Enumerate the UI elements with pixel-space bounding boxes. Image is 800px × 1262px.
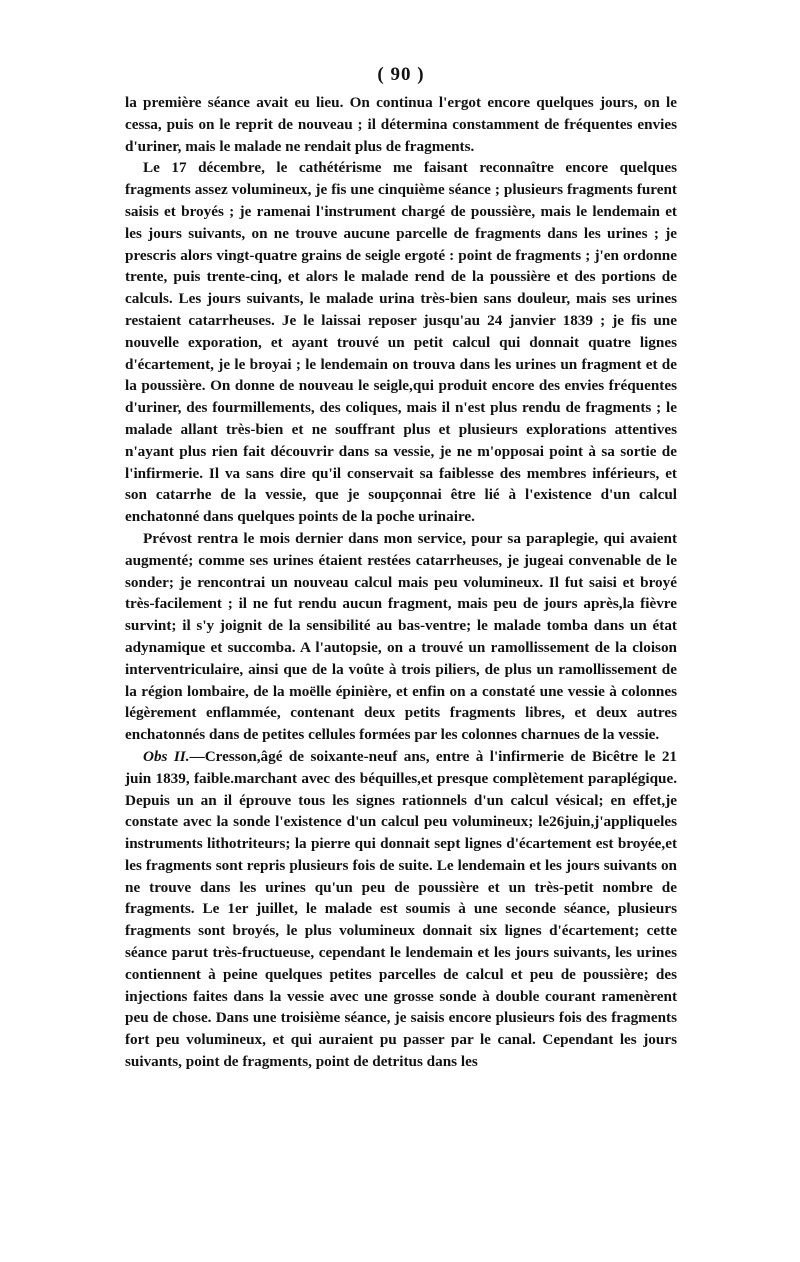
page-number: ( 90 ) bbox=[377, 64, 425, 85]
page-body bbox=[125, 92, 677, 1073]
paragraph-4 bbox=[125, 746, 677, 1073]
paragraph-2: Le 17 décembre, le cathétérisme me faisant reconnaître encore quelques fragments assez volumineux, je fis une cinquième séance ; plusieurs fragments furent saisis et broyés ; je ramenai l'instrument chargé de poussière, mais le lendemain et les jours suivants, on ne trouve aucune parcelle de fragments dans les urines ; je prescris alors vingt-quatre grains de seigle ergoté : point de fragments ; j'en ordonne trente, puis trente-cinq, et alors le malade rend de la poussière et des portions de calculs. Les jours suivants, le malade urina très-bien sans douleur, mais ses urines restaient catarrheuses. Je le laissai reposer jusqu'au 24 janvier 1839 ; je fis une nouvelle exporation, et ayant trouvé un petit calcul qui donnait quatre lignes d'écartement, je le broyai ; le lendemain on trouva dans les urines un fragment et de la poussière. On donne de nouveau le seigle,qui produit encore des envies fréquentes d'uriner, des fourmillements, des coliques, mais il n'est plus rendu de fragments ; le malade allant très-bien et ne souffrant plus et plusieurs explorations attentives n'ayant plus rien fait découvrir dans sa vessie, je ne m'opposai point à sa sortie de l'infirmerie. Il va sans dire qu'il conservait sa faiblesse des membres inférieurs, et son catarrhe de la vessie, que je soupçonnai être lié à l'existence d'un calcul enchatonné dans quelques points de la poche urinaire. bbox=[125, 159, 677, 526]
observation-label: Obs II. bbox=[143, 747, 190, 765]
paragraph-1: la première séance avait eu lieu. On continua l'ergot encore quelques jours, on le cessa, puis on le reprit de nouveau ; il détermina constamment de fréquentes envies d'uriner, mais le malade ne rendait plus de fragments. bbox=[125, 94, 677, 155]
book-page bbox=[125, 62, 677, 1122]
paragraph-3: Prévost rentra le mois dernier dans mon service, pour sa paraplegie, qui avaient augmenté; comme ses urines étaient restées catarrheuses, je jugeai convenable de le sonder; je rencontrai un nouveau calcul mais peu volumineux. Il fut saisi et broyé très-facilement ; il ne fut rendu aucun fragment, mais peu de jours après,la fièvre survint; il s'y joignit de la sensibilité au bas-ventre; le malade tomba dans un état adynamique et succomba. A l'autopsie, on a trouvé un ramollissement de la cloison interventriculaire, ainsi que de la voûte à trois piliers, de plus un ramollissement de la région lombaire, de la moëlle épinière, et enfin on a constaté une vessie à colonnes légèrement enflammée, contenant deux petits fragments libres, et deux autres enchatonnés dans de petites cellules formées par les colonnes charnues de la vessie. bbox=[125, 529, 677, 744]
observation-text: —Cresson,âgé de soixante-neuf ans, entre à l'infirmerie de Bicêtre le 21 juin 1839, faible.marchant avec des béquilles,et presque complètement paraplégique. Depuis un an il éprouve tous les signes rationnels d'un calcul vésical; en effet,je constate avec la sonde l'existence d'un calcul peu volumineux; le26juin,j'appliqueles instruments lithotriteurs; la pierre qui donnait sept lignes d'écartement est broyée,et les fragments sont repris plusieurs fois de suite. Le lendemain et les jours suivants on ne trouve dans les urines qu'un peu de poussière et un très-petit nombre de fragments. Le 1er juillet, le malade est soumis à une seconde séance, plusieurs fragments sont broyés, le plus volumineux donnait six lignes d'écartement; cette séance parut très-fructueuse, cependant le lendemain et les jours suivants, les urines contiennent à peine quelques petites parcelles de calcul et peu de poussière; des injections faites dans la vessie avec une grosse sonde à double courant ramenèrent peu de chose. Dans une troisième séance, je saisis encore plusieurs fois des fragments fort peu volumineux, et qui auraient pu passer par le canal. Cependant les jours suivants, point de fragments, point de detritus dans les bbox=[125, 747, 678, 1071]
